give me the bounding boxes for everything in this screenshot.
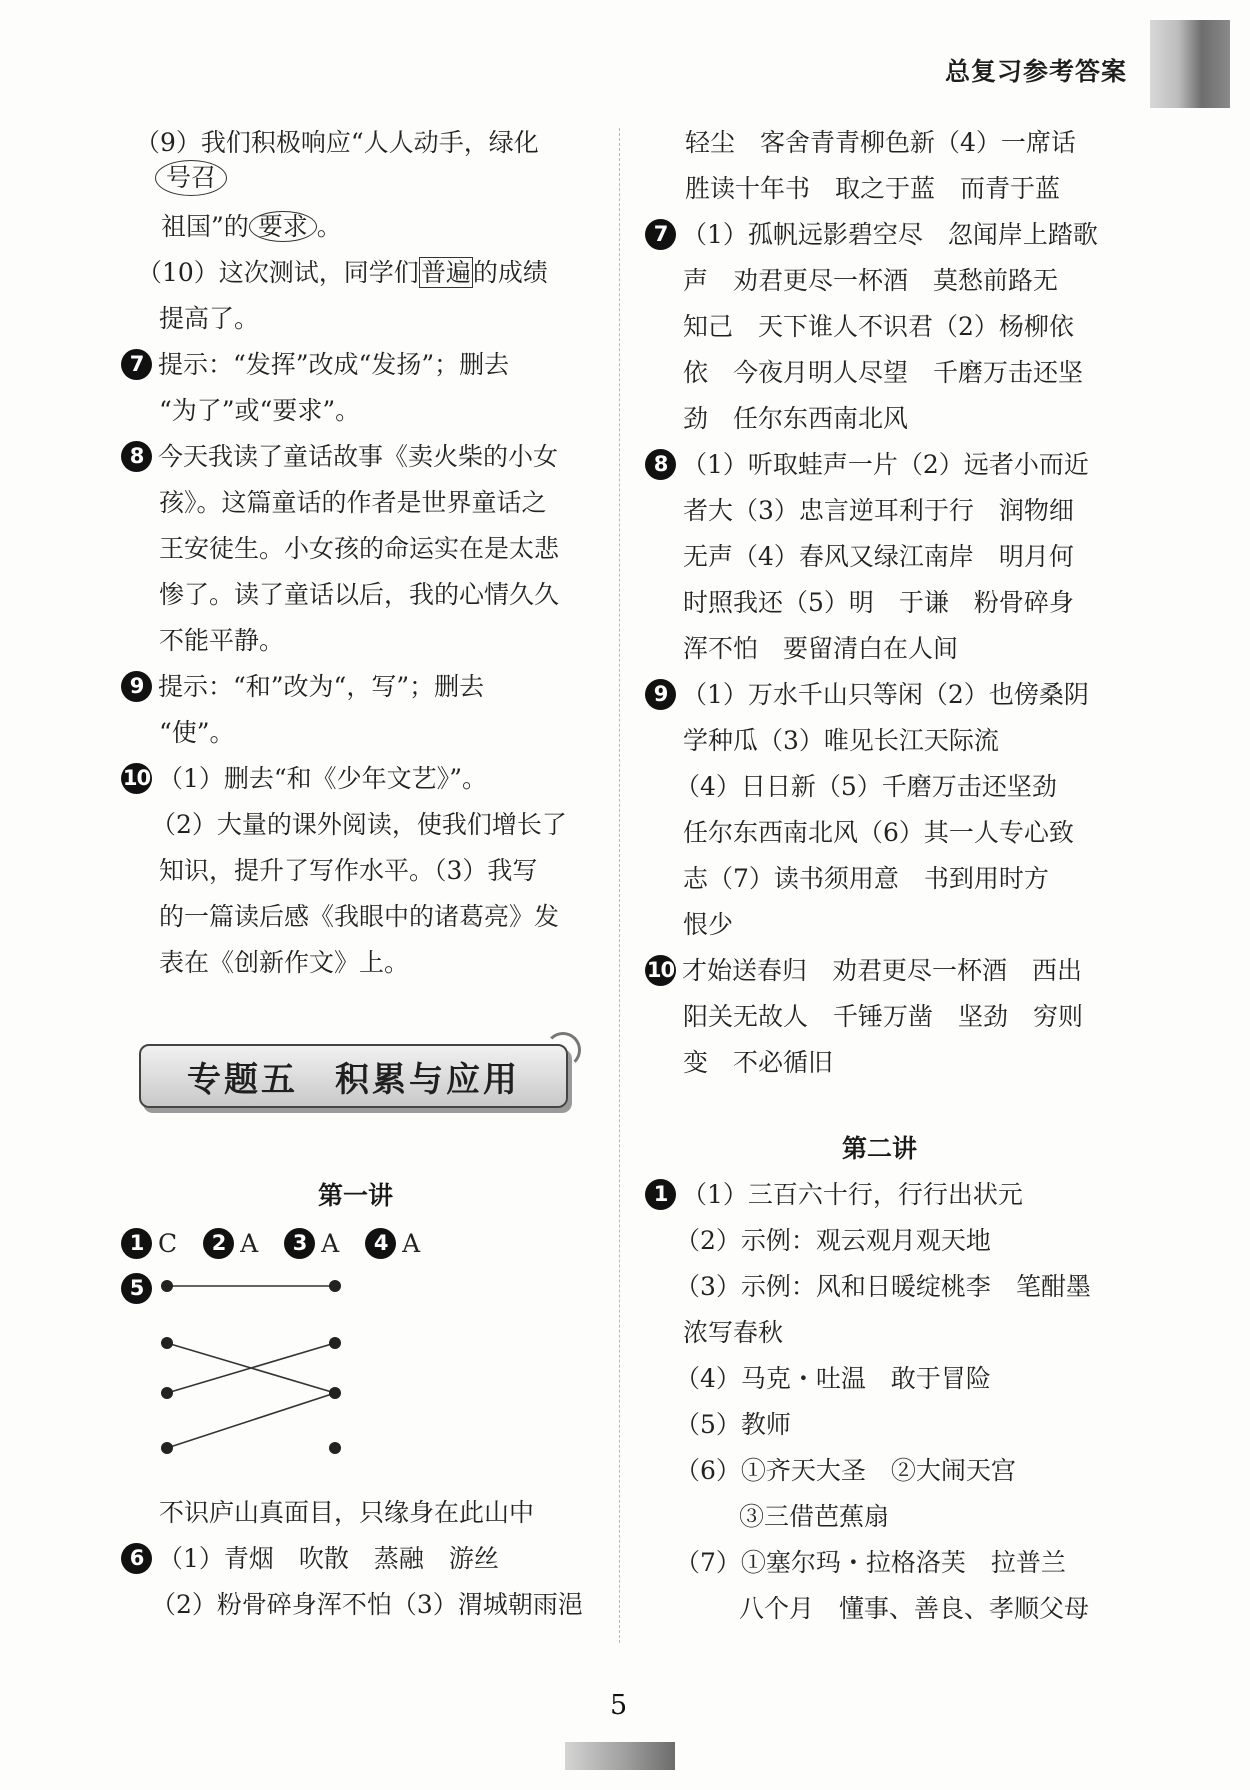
r-answer-9-line3: （4）日日新（5）千磨万击还坚劲 xyxy=(675,772,1057,801)
answer-9-line2: “使”。 xyxy=(159,718,235,747)
right-top-line1: 轻尘 客舍青青柳色新（4）一席话 xyxy=(685,128,1076,157)
answer-8-line5: 不能平静。 xyxy=(159,626,285,655)
header-title: 总复习参考答案 xyxy=(945,57,1128,86)
r-answer-8-line2: 者大（3）忠言逆耳利于行 润物细 xyxy=(683,496,1074,525)
r-answer-8-line1: 8 （1）听取蛙声一片（2）远者小而近 xyxy=(645,442,1135,488)
r-answer-10-line3: 变 不必循旧 xyxy=(683,1048,834,1077)
r-answer-9-line4: 任尔东西南北风（6）其一人专心致 xyxy=(683,818,1074,847)
footer-decoration-bar xyxy=(565,1742,675,1770)
question-number-6: 6 xyxy=(121,1543,152,1574)
r-answer-9-line2: 学种瓜（3）唯见长江天际流 xyxy=(683,726,999,755)
choice-3: 3 A xyxy=(284,1229,339,1258)
answer-5-text: 不识庐山真面目，只缘身在此山中 xyxy=(159,1498,535,1527)
l2-answer-1-line10: 八个月 懂事、善良、孝顺父母 xyxy=(739,1594,1090,1623)
r-answer-9-line5: 志（7）读书须用意 书到用时方 xyxy=(683,864,1049,893)
circled-word: 要求 xyxy=(249,211,317,242)
answer-10-line3: 知识，提升了写作水平。（3）我写 xyxy=(159,856,538,885)
l2-answer-1-line9: （7）①塞尔玛・拉格洛芙 拉普兰 xyxy=(675,1548,1066,1577)
question-number-7: 7 xyxy=(121,349,152,380)
lecture-1-choices xyxy=(121,1221,601,1267)
match-dot-right-4 xyxy=(329,1442,341,1454)
question-number-5: 5 xyxy=(121,1273,152,1304)
r-question-number-10: 10 xyxy=(645,955,676,986)
r-answer-7-line3: 知己 天下谁人不识君（2）杨柳依 xyxy=(683,312,1074,341)
answer-10-line2: （2）大量的课外阅读，使我们增长了 xyxy=(151,810,567,839)
answer-10-line1: 10 （1）删去“和《少年文艺》”。 xyxy=(122,764,487,793)
l2-answer-1-line6: （5）教师 xyxy=(675,1410,791,1439)
q10-line2: 提高了。 xyxy=(159,304,260,333)
choice-answers-row xyxy=(121,1221,601,1267)
column-divider xyxy=(619,128,620,1643)
r-answer-7-line4: 依 今夜月明人尽望 千磨万击还坚 xyxy=(683,358,1084,387)
choice-1: 1 C xyxy=(121,1229,177,1258)
answer-8-line1: 8 今天我读了童话故事《卖火柴的小女 xyxy=(121,434,601,480)
r-answer-7-line5: 劲 任尔东西南北风 xyxy=(683,404,909,433)
header-decoration-bar xyxy=(1150,20,1230,108)
lecture-1-heading: 第一讲 xyxy=(318,1181,394,1210)
answer-7-line2: “为了”或“要求”。 xyxy=(159,396,361,425)
match-dot-right-1 xyxy=(329,1280,341,1292)
r-question-number-9: 9 xyxy=(645,679,676,710)
r-answer-8-line5: 浑不怕 要留清白在人间 xyxy=(683,634,959,663)
q9-line2: 祖国”的 要求 。 xyxy=(161,212,342,241)
r-answer-8-line3: 无声（4）春风又绿江南岸 明月何 xyxy=(683,542,1074,571)
answer-8-line2: 孩》。这篇童话的作者是世界童话之 xyxy=(159,488,547,517)
answer-7-line1: 7 提示：“发挥”改成“发扬”；删去 xyxy=(121,342,601,388)
answer-6-line2: （2）粉骨碎身浑不怕（3）渭城朝雨浥 xyxy=(151,1590,583,1619)
r-answer-8-line4: 时照我还（5）明 于谦 粉骨碎身 xyxy=(683,588,1074,617)
lecture-2-answers xyxy=(645,1172,1135,1632)
r-answer-9-line6: 恨少 xyxy=(683,910,734,939)
match-dot-left-3 xyxy=(161,1387,173,1399)
r-answer-7-line1: 7 （1）孤帆远影碧空尽 忽闻岸上踏歌 xyxy=(645,212,1135,258)
banner-curl-ornament xyxy=(545,1032,581,1068)
section-banner-title: 专题五 积累与应用 xyxy=(187,1060,520,1100)
match-dot-left-4 xyxy=(161,1442,173,1454)
choice-4: 4 A xyxy=(365,1229,420,1258)
r-answer-10-line2: 阳关无故人 千锤万凿 坚劲 穷则 xyxy=(683,1002,1084,1031)
choice-2: 2 A xyxy=(203,1229,258,1258)
left-answers-upper xyxy=(121,120,601,986)
r-answer-7-line2: 声 劝君更尽一杯酒 莫愁前路无 xyxy=(683,266,1059,295)
lecture-2-heading: 第二讲 xyxy=(842,1134,918,1163)
question-number-8: 8 xyxy=(121,441,152,472)
r-question-number-8: 8 xyxy=(645,449,676,480)
matching-lines-diagram xyxy=(150,1268,350,1468)
right-answers-upper xyxy=(645,120,1135,1086)
question-number-9: 9 xyxy=(121,671,152,702)
left-answers-lower xyxy=(121,1490,601,1628)
section-banner xyxy=(139,1044,568,1108)
l2-answer-1-line4: 浓写春秋 xyxy=(683,1318,784,1347)
page-number: 5 xyxy=(610,1690,628,1721)
l2-answer-1-line7: （6）①齐天大圣 ②大闹天宫 xyxy=(675,1456,1016,1485)
q9-line1: （9）我们积极响应“人人动手，绿化 xyxy=(135,128,539,157)
correction-oval-above: 号召 xyxy=(155,160,227,196)
r-question-number-7: 7 xyxy=(645,219,676,250)
l2-question-number-1: 1 xyxy=(645,1179,676,1210)
l2-answer-1-line8: ③三借芭蕉扇 xyxy=(739,1502,890,1531)
r-answer-10-line1: 10 才始送春归 劝君更尽一杯酒 西出 xyxy=(646,956,1083,985)
match-dot-left-1 xyxy=(161,1280,173,1292)
answer-10-line5: 表在《创新作文》上。 xyxy=(159,948,410,977)
match-dot-right-2 xyxy=(329,1337,341,1349)
l2-answer-1-line3: （3）示例：风和日暖绽桃李 笔酣墨 xyxy=(675,1272,1091,1301)
q10-line1: （10）这次测试，同学们普遍的成绩 xyxy=(137,258,548,287)
answer-6-line1: 6 （1）青烟 吹散 蒸融 游丝 xyxy=(121,1536,601,1582)
answer-8-line4: 惨了。读了童话以后，我的心情久久 xyxy=(159,580,560,609)
question-number-10: 10 xyxy=(121,763,152,794)
l2-answer-1-line5: （4）马克・吐温 敢于冒险 xyxy=(675,1364,991,1393)
r-answer-9-line1: 9 （1）万水千山只等闲（2）也傍桑阴 xyxy=(645,672,1135,718)
right-top-line2: 胜读十年书 取之于蓝 而青于蓝 xyxy=(685,174,1061,203)
match-dot-left-2 xyxy=(161,1337,173,1349)
answer-8-line3: 王安徒生。小女孩的命运实在是太悲 xyxy=(159,534,560,563)
match-dot-right-3 xyxy=(329,1387,341,1399)
answer-9-line1: 9 提示：“和”改为“，写”；删去 xyxy=(121,664,601,710)
l2-answer-1-line1: 1 （1）三百六十行，行行出状元 xyxy=(645,1172,1135,1218)
boxed-word: 普遍 xyxy=(420,258,471,287)
l2-answer-1-line2: （2）示例：观云观月观天地 xyxy=(675,1226,991,1255)
answer-10-line4: 的一篇读后感《我眼中的诸葛亮》发 xyxy=(159,902,560,931)
